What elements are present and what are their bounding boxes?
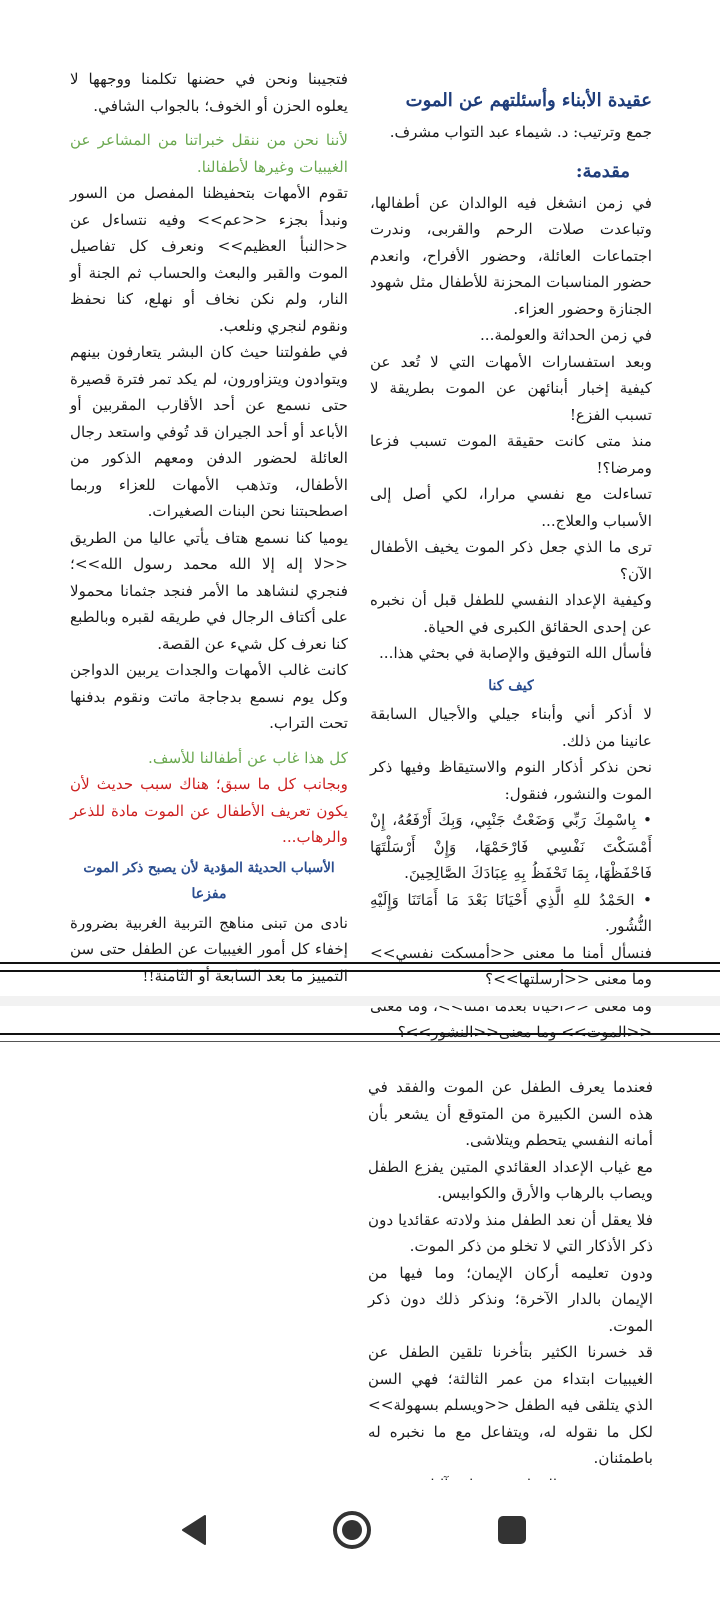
paragraph: كانت غالب الأمهات والجدات يربين الدواجن وكل يوم نسمع بدجاجة ماتت ونقوم بدفنها تحت التراب.: [70, 661, 348, 732]
navigation-bar: [0, 1480, 720, 1600]
paragraph: نادى من تبنى مناهج التربية الغربية بضرورة إخفاء كل أمور الغيبيات عن الطفل حتى سن التمييز ما بعد السابعة أو الثامنة!!: [70, 913, 348, 985]
back-triangle-icon: [177, 1512, 213, 1548]
page-2-column: [368, 1074, 653, 1498]
paragraph: فتجيبنا ونحن في حضنها تكلمنا ووجهها لا يعلوه الحزن أو الخوف؛ بالجواب الشافي.: [70, 70, 348, 115]
right-column: [370, 88, 652, 1046]
paragraph: فأسأل الله التوفيق والإصابة في بحثي هذا...: [378, 644, 652, 662]
paragraph: يوميا كنا نسمع هتاف يأتي عاليا من الطريق <<لا إله إلا الله محمد رسول الله>>؛ فنجري لنشاهد ما الأمر فنجد جثمانا محمولا على أكتاف الرجال في طريقه لقبره وبالطبع كنا نعرف كل شيء عن القصة.: [70, 528, 348, 653]
recents-button[interactable]: [482, 1500, 542, 1560]
green-note: كل هذا غاب عن أطفالنا للأسف.: [148, 748, 348, 767]
paragraph: مع غياب الإعداد العقائدي المتين يفزع الطفل ويصاب بالرهاب والأرق والكوابيس.: [368, 1157, 653, 1202]
back-button[interactable]: [165, 1500, 225, 1560]
paragraph: في زمن انشغل فيه الوالدان عن أطفالها، وتباعدت صلات الرحم والقربى، وندرت اجتماعات العائلة، وحضور الأفراح، وانعدم حضور المناسبات المحزنة للأطفال مثل شهود الجنازة وحضور العزاء.: [370, 193, 652, 318]
page-gap: [0, 996, 720, 1006]
paragraph: في زمن الحداثة والعولمة...: [479, 326, 652, 344]
paragraph: <<الموت>> وما معنى<<النشور>>؟: [397, 1023, 652, 1041]
red-note: وبجانب كل ما سبق؛ هناك سبب حديث لأن يكون تعريف الأطفال عن الموت مادة للذعر والرهاب...: [70, 775, 348, 846]
paragraph: تساءلت مع نفسي مرارا، لكي أصل إلى الأسباب والعلاج...: [370, 485, 652, 530]
page-divider: [0, 962, 720, 972]
paragraph: فلا يعقل أن نعد الطفل منذ ولادته عقائديا دون ذكر الأذكار التي لا تخلو من ذكر الموت.: [368, 1210, 653, 1255]
paragraph: تقوم الأمهات بتحفيظنا المفصل من السور ونبدأ بجزء <<عم>> وفيه نتساءل عن <<النبأ العظيم>> ونعرف كل تفاصيل الموت والقبر والبعث والحساب ثم الجنة أو النار، ولم نكن نخاف أو نهلع، كنا نحفظ ونقوم لنجري ونلعب.: [70, 184, 348, 335]
paragraph: ودون تعليمه أركان الإيمان؛ وما فيها من الإيمان بالدار الآخرة؛ ونذكر ذلك دون ذكر الموت.: [368, 1263, 653, 1335]
paragraph: منذ متى كانت حقيقة الموت تسبب فزعا ومرضا؟!: [370, 432, 652, 477]
intro-heading: مقدمة:: [575, 161, 630, 182]
bullet-item: • بِاسْمِكَ رَبِّي وَضَعْتُ جَنْبِي، وَبِكَ أَرْفَعُهُ، إِنْ أَمْسَكْتَ نَفْسِي فَارْحَمْهَا، وَإِنْ أَرْسَلْتَهَا فَاحْفَظْهَا، بِمَا تَحْفَظُ بِهِ عِبَادَكَ الصَّالِحِينَ.: [370, 807, 652, 887]
modern-causes-heading-2: مفزعا: [191, 886, 227, 902]
paragraph: في طفولتنا حيث كان البشر يتعارفون بينهم ويتوادون ويتزاورون، لم يكد تمر فترة قصيرة حتى نسمع عن أحد الأقارب المقربين أو الأباعد أو أحد الجيران قد تُوفي واستعد رجال العائلة لحضور الدفن ومعهم الذكور من الأطفال، وتذهب الأمهات للعزاء وربما اصطحبتنا نحن البنات الصغيرات.: [70, 343, 348, 520]
paragraph: ترى ما الذي جعل ذكر الموت يخيف الأطفال الآن؟: [370, 538, 652, 583]
home-button[interactable]: [322, 1500, 382, 1560]
paragraph: لا أذكر أني وأبناء جيلي والأجيال السابقة عانينا من ذلك.: [370, 705, 652, 750]
paragraph: فعندما يعرف الطفل عن الموت والفقد في هذه السن الكبيرة من المتوقع أن يشعر بأن أمانه النفسي يتحطم ويتلاشى.: [368, 1078, 653, 1149]
modern-causes-heading: الأسباب الحديثة المؤدية لأن يصبح ذكر الموت: [83, 859, 335, 876]
paragraph: نحن نذكر أذكار النوم والاستيقاظ وفيها ذكر الموت والنشور، فنقول:: [370, 758, 652, 803]
page-divider: [0, 1033, 720, 1042]
article-author: جمع وترتيب: د. شيماء عبد التواب مشرف.: [389, 122, 652, 141]
bullet-item: • الحَمْدُ للهِ الَّذِي أَحْيَانَا بَعْدَ مَا أَمَاتَنَا وَإِلَيْهِ النُّشُور.: [370, 887, 652, 940]
paragraph: وكيفية الإعداد النفسي للطفل قبل أن نخبره عن إحدى الحقائق الكبرى في الحياة.: [370, 591, 652, 636]
left-column: [70, 66, 348, 989]
home-circle-icon: [330, 1508, 374, 1552]
paragraph: وبعد استفسارات الأمهات التي لا تُعد عن كيفية إخبار أبنائهن عن الموت بطريقة لا تسبب الفزع!: [370, 352, 652, 424]
paragraph: فنسأل أمنا ما معنى <<أمسكت نفسي>> وما معنى <<أرسلتها>>؟: [370, 943, 652, 988]
recents-square-icon: [496, 1514, 528, 1546]
article-title: عقيدة الأبناء وأسئلتهم عن الموت: [405, 90, 652, 111]
green-note: لأننا نحن من ننقل خبراتنا من المشاعر عن الغيبيات وغيرها لأطفالنا.: [70, 131, 348, 176]
how-heading: كيف كنا: [488, 677, 534, 694]
paragraph: قد خسرنا الكثير بتأخرنا تلقين الطفل عن الغيبيات ابتداء من عمر الثالثة؛ فهي السن الذي يتلقى فيه الطفل <<ويسلم بسهولة>> لكل ما نقوله له، ويتفاعل مع ما نخبره له باطمئنان.: [368, 1343, 653, 1467]
